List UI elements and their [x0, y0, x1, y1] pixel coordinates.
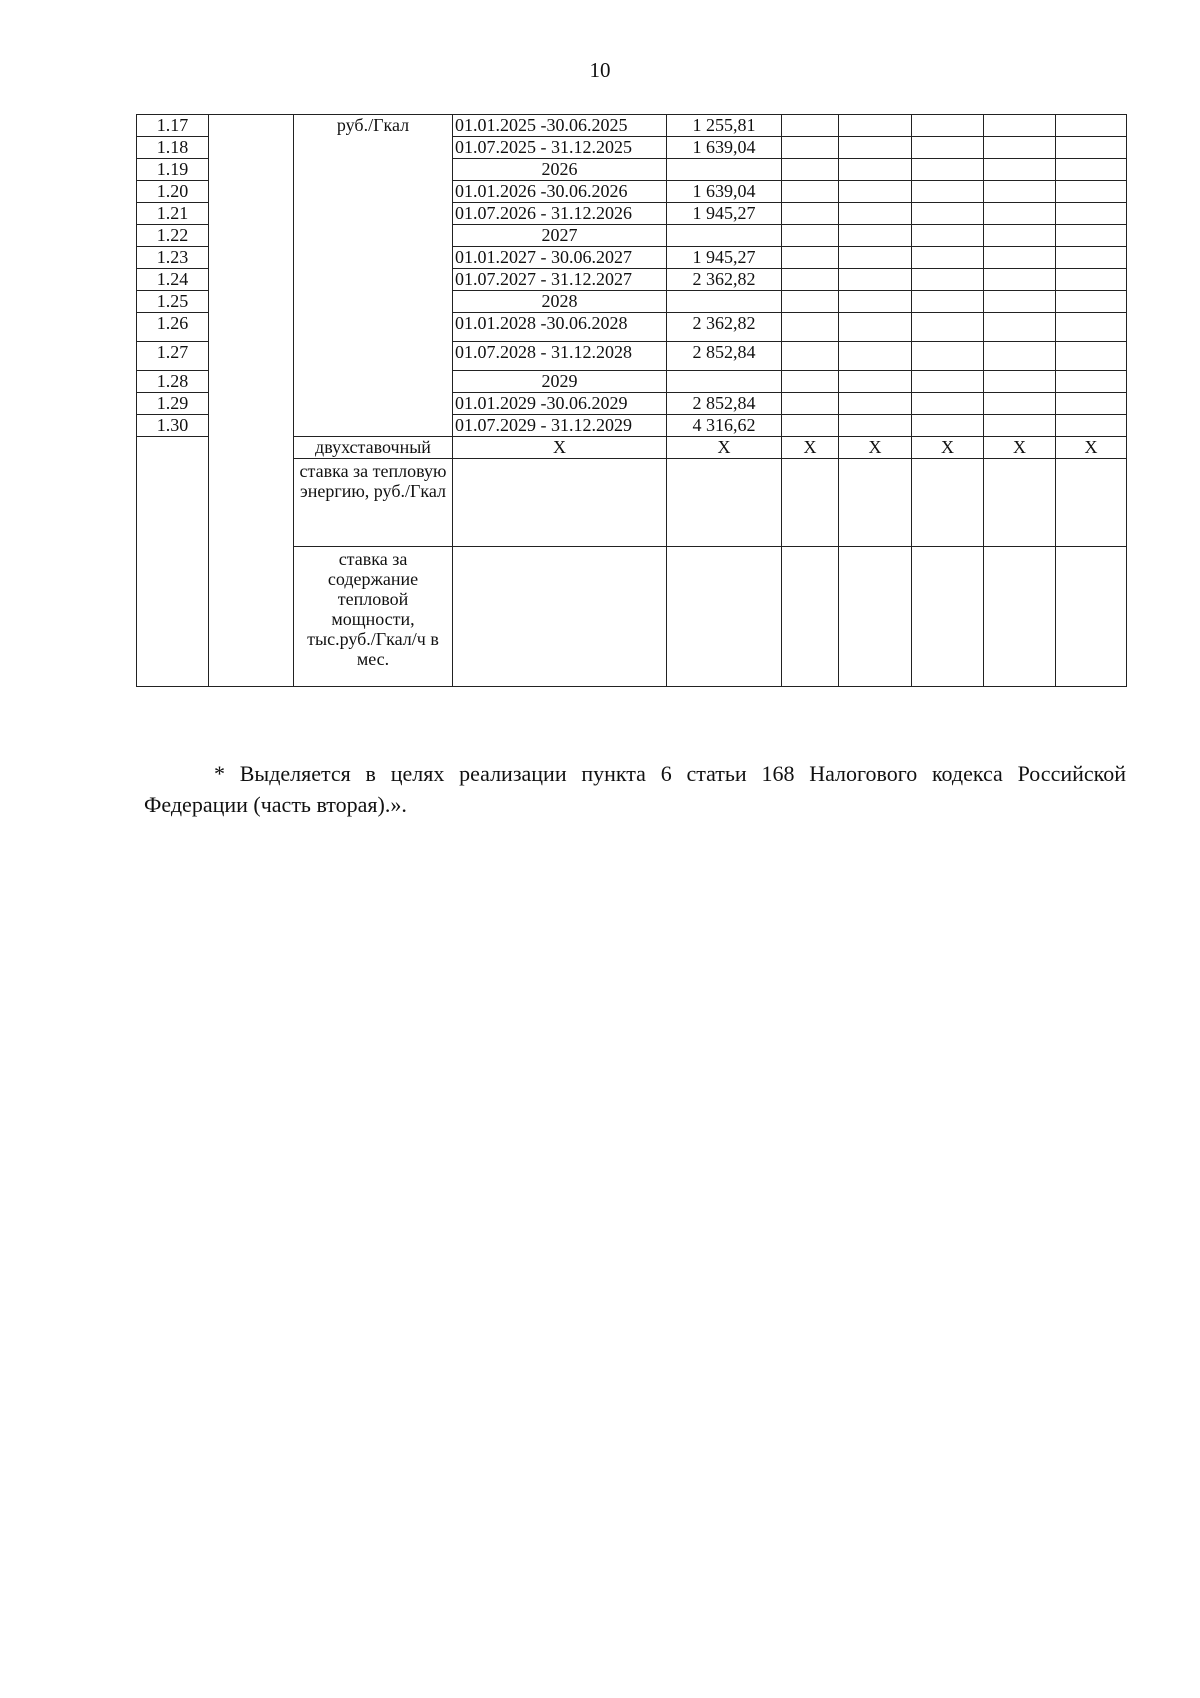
- empty-cell: [782, 393, 839, 415]
- empty-cell: [1056, 203, 1127, 225]
- empty-cell: [839, 291, 912, 313]
- empty-cell: [984, 415, 1056, 437]
- tariff-body: [137, 115, 1127, 687]
- empty-cell: [912, 291, 984, 313]
- empty-cell: [1056, 225, 1127, 247]
- table-row: [137, 115, 1127, 137]
- tariff-value: 1 945,27: [667, 203, 782, 225]
- period-cell: 01.01.2025 -30.06.2025: [453, 115, 667, 137]
- row-number: 1.19: [137, 159, 209, 181]
- empty-cell: [912, 269, 984, 291]
- tariff-value: 4 316,62: [667, 415, 782, 437]
- empty-cell: [1056, 393, 1127, 415]
- empty-cell: [782, 203, 839, 225]
- empty-cell: [912, 393, 984, 415]
- energy-rate-label: ставка за тепловую энергию, руб./Гкал: [294, 459, 453, 547]
- empty-cell: [839, 415, 912, 437]
- empty-cell: [912, 342, 984, 371]
- period-cell: 01.07.2029 - 31.12.2029: [453, 415, 667, 437]
- empty-cell: [667, 459, 782, 547]
- page-number: 10: [589, 58, 611, 82]
- x-mark: X: [667, 437, 782, 459]
- tariff-value: [667, 291, 782, 313]
- empty-cell: [984, 313, 1056, 342]
- capacity-rate-label: ставка за содержание тепловой мощности, тыс.руб./Гкал/ч в мес.: [294, 547, 453, 687]
- empty-cell: [782, 247, 839, 269]
- empty-cell: [782, 225, 839, 247]
- empty-cell: [782, 313, 839, 342]
- empty-cell: [912, 225, 984, 247]
- empty-cell: [912, 115, 984, 137]
- empty-cell: [782, 269, 839, 291]
- row-number: 1.30: [137, 415, 209, 437]
- tariff-value: [667, 225, 782, 247]
- empty-cell: [782, 137, 839, 159]
- empty-cell: [453, 459, 667, 547]
- row-number: 1.18: [137, 137, 209, 159]
- period-cell: 01.07.2025 - 31.12.2025: [453, 137, 667, 159]
- period-cell: 01.01.2028 -30.06.2028: [453, 313, 667, 342]
- tariff-value: 2 362,82: [667, 313, 782, 342]
- row-number: 1.27: [137, 342, 209, 371]
- row-number: 1.20: [137, 181, 209, 203]
- empty-cell: [912, 415, 984, 437]
- empty-cell: [1056, 291, 1127, 313]
- empty-cell: [984, 547, 1056, 687]
- tariff-value: 1 639,04: [667, 181, 782, 203]
- period-cell: 2026: [453, 159, 667, 181]
- tariff-value: 2 852,84: [667, 393, 782, 415]
- empty-cell: [1056, 342, 1127, 371]
- empty-cell: [782, 342, 839, 371]
- tariff-value: 1 639,04: [667, 137, 782, 159]
- empty-cell: [984, 247, 1056, 269]
- period-cell: 01.01.2026 -30.06.2026: [453, 181, 667, 203]
- period-cell: 01.07.2028 - 31.12.2028: [453, 342, 667, 371]
- footnote: [144, 758, 1126, 820]
- row-number: 1.21: [137, 203, 209, 225]
- empty-cell: [984, 393, 1056, 415]
- empty-cell: [453, 547, 667, 687]
- tariff-value: 2 852,84: [667, 342, 782, 371]
- row-number: 1.23: [137, 247, 209, 269]
- blank-cell: [209, 115, 294, 687]
- two-part-label: двухставочный: [294, 437, 453, 459]
- empty-cell: [984, 159, 1056, 181]
- empty-cell: [839, 393, 912, 415]
- empty-cell: [1056, 137, 1127, 159]
- empty-cell: [1056, 459, 1127, 547]
- empty-cell: [912, 547, 984, 687]
- period-cell: 01.01.2027 - 30.06.2027: [453, 247, 667, 269]
- empty-cell: [782, 291, 839, 313]
- empty-cell: [984, 371, 1056, 393]
- empty-cell: [839, 247, 912, 269]
- empty-cell: [984, 137, 1056, 159]
- empty-cell: [984, 291, 1056, 313]
- empty-cell: [839, 203, 912, 225]
- empty-cell: [839, 269, 912, 291]
- row-number: 1.26: [137, 313, 209, 342]
- row-number: 1.17: [137, 115, 209, 137]
- period-cell: 01.07.2026 - 31.12.2026: [453, 203, 667, 225]
- unit-label: руб./Гкал: [294, 115, 453, 437]
- empty-cell: [839, 547, 912, 687]
- empty-cell: [839, 371, 912, 393]
- empty-cell: [912, 181, 984, 203]
- x-mark: X: [984, 437, 1056, 459]
- empty-cell: [984, 225, 1056, 247]
- row-number: 1.25: [137, 291, 209, 313]
- empty-cell: [839, 342, 912, 371]
- empty-cell: [782, 415, 839, 437]
- empty-cell: [984, 269, 1056, 291]
- row-number: 1.29: [137, 393, 209, 415]
- period-cell: 2029: [453, 371, 667, 393]
- empty-cell: [782, 459, 839, 547]
- empty-cell: [1056, 313, 1127, 342]
- empty-cell: [1056, 269, 1127, 291]
- period-cell: 2027: [453, 225, 667, 247]
- tariff-value: 1 255,81: [667, 115, 782, 137]
- x-mark: X: [453, 437, 667, 459]
- x-mark: X: [782, 437, 839, 459]
- empty-cell: [839, 459, 912, 547]
- empty-cell: [839, 159, 912, 181]
- empty-cell: [1056, 371, 1127, 393]
- row-number: 1.28: [137, 371, 209, 393]
- empty-cell: [912, 247, 984, 269]
- empty-cell: [912, 371, 984, 393]
- empty-cell: [984, 181, 1056, 203]
- empty-cell: [912, 203, 984, 225]
- period-cell: 01.07.2027 - 31.12.2027: [453, 269, 667, 291]
- tariff-table: [136, 114, 1127, 687]
- empty-cell: [984, 459, 1056, 547]
- x-mark: X: [1056, 437, 1127, 459]
- empty-cell: [984, 203, 1056, 225]
- period-cell: 01.01.2029 -30.06.2029: [453, 393, 667, 415]
- tariff-value: [667, 371, 782, 393]
- row-number-empty: [137, 437, 209, 687]
- empty-cell: [782, 181, 839, 203]
- empty-cell: [782, 547, 839, 687]
- empty-cell: [782, 159, 839, 181]
- empty-cell: [912, 137, 984, 159]
- empty-cell: [1056, 547, 1127, 687]
- empty-cell: [1056, 181, 1127, 203]
- row-number: 1.22: [137, 225, 209, 247]
- empty-cell: [984, 115, 1056, 137]
- tariff-value: 1 945,27: [667, 247, 782, 269]
- empty-cell: [1056, 159, 1127, 181]
- tariff-value: 2 362,82: [667, 269, 782, 291]
- empty-cell: [839, 313, 912, 342]
- empty-cell: [1056, 415, 1127, 437]
- empty-cell: [782, 115, 839, 137]
- empty-cell: [839, 115, 912, 137]
- empty-cell: [912, 313, 984, 342]
- x-mark: X: [912, 437, 984, 459]
- empty-cell: [839, 137, 912, 159]
- empty-cell: [912, 459, 984, 547]
- empty-cell: [782, 371, 839, 393]
- empty-cell: [1056, 115, 1127, 137]
- empty-cell: [839, 225, 912, 247]
- row-number: 1.24: [137, 269, 209, 291]
- empty-cell: [1056, 247, 1127, 269]
- footnote-text: * Выделяется в целях реализации пункта 6 статьи 168 Налогового кодекса Российской Федерации (часть вторая).».: [144, 761, 1126, 817]
- empty-cell: [839, 181, 912, 203]
- empty-cell: [667, 547, 782, 687]
- tariff-value: [667, 159, 782, 181]
- empty-cell: [984, 342, 1056, 371]
- empty-cell: [912, 159, 984, 181]
- period-cell: 2028: [453, 291, 667, 313]
- x-mark: X: [839, 437, 912, 459]
